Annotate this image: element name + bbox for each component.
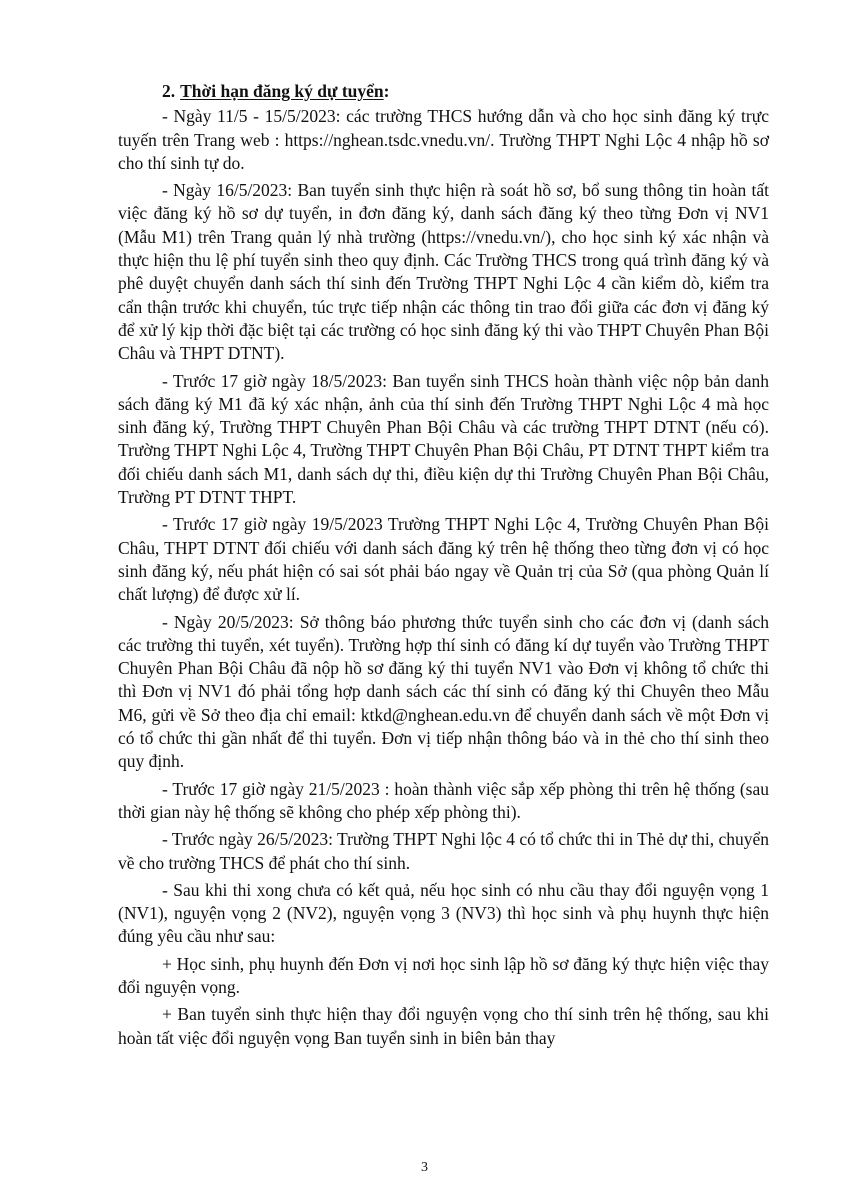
- paragraph-submit-list-m1: - Trước 17 giờ ngày 18/5/2023: Ban tuyển sinh THCS hoàn thành việc nộp bản danh sách đăng ký M1 đã ký xác nhận, ảnh của thí sinh đến Trường THPT Nghi Lộc 4 mà học sinh đăng ký, Trường THPT Chuyên Phan Bội Châu và các trường THPT DTNT (nếu có). Trường THPT Nghi Lộc 4, Trường THPT Chuyên Phan Bội Châu, PT DTNT THPT kiểm tra đối chiếu danh sách M1, danh sách dự thi, điều kiện dự thi Trường Chuyên Phan Bội Châu, Trường PT DTNT THPT.: [118, 370, 769, 508]
- paragraph-board-update: + Ban tuyển sinh thực hiện thay đổi nguyện vọng cho thí sinh trên hệ thống, sau khi hoàn tất việc đổi nguyện vọng Ban tuyển sinh in biên bản thay: [118, 1004, 769, 1048]
- paragraph-change-preferences: - Sau khi thi xong chưa có kết quả, nếu học sinh có nhu cầu thay đổi nguyện vọng 1 (NV1), nguyện vọng 2 (NV2), nguyện vọng 3 (NV3) thì học sinh và phụ huynh thực hiện đúng yêu cầu như sau:: [118, 879, 769, 947]
- section-title: Thời hạn đăng ký dự tuyển: [180, 81, 384, 101]
- paragraph-registration-online: - Ngày 11/5 - 15/5/2023: các trường THCS hướng dẫn và cho học sinh đăng ký trực tuyến trên Trang web : https://nghean.tsdc.vnedu.vn/. Trường THPT Nghi Lộc 4 nhập hồ sơ cho thí sinh tự do.: [118, 106, 769, 173]
- paragraph-cross-check: - Trước 17 giờ ngày 19/5/2023 Trường THPT Nghi Lộc 4, Trường Chuyên Phan Bội Châu, THPT DTNT đối chiếu với danh sách đăng ký trên hệ thống theo từng đơn vị có học sinh đăng ký, nếu phát hiện có sai sót phải báo ngay về Quản trị của Sở (qua phòng Quản lí chất lượng) để được xử lí.: [118, 514, 769, 605]
- page-content: [118, 80, 769, 1054]
- paragraph-parents-visit: + Học sinh, phụ huynh đến Đơn vị nơi học sinh lập hồ sơ đăng ký thực hiện việc thay đổi nguyện vọng.: [118, 953, 769, 997]
- section-number: 2.: [162, 81, 176, 101]
- paragraph-room-arrangement: - Trước 17 giờ ngày 21/5/2023 : hoàn thành việc sắp xếp phòng thi trên hệ thống (sau thời gian này hệ thống sẽ không cho phép xếp phòng thi).: [118, 778, 769, 822]
- section-colon: :: [383, 81, 390, 101]
- paragraph-exam-cards: - Trước ngày 26/5/2023: Trường THPT Nghi lộc 4 có tổ chức thi in Thẻ dự thi, chuyển về cho trường THCS để phát cho thí sinh.: [118, 829, 769, 873]
- section-heading: [118, 80, 769, 103]
- paragraph-admission-method: - Ngày 20/5/2023: Sở thông báo phương thức tuyển sinh cho các đơn vị (danh sách các trường thi tuyển, xét tuyển). Trường hợp thí sinh có đăng kí dự tuyển vào Trường THPT Chuyên Phan Bội Châu đã nộp hồ sơ đăng ký thi tuyển NV1 vào Đơn vị không tổ chức thi thì Đơn vị NV1 đó phải tổng hợp danh sách các thí sinh có đăng ký thi Chuyên theo Mẫu M6, gửi về Sở theo địa chỉ email: ktkd@nghean.edu.vn để chuyển danh sách về một Đơn vị có tổ chức thi gần nhất để thi tuyển. Đơn vị tiếp nhận thông báo và in thẻ cho thí sinh theo quy định.: [118, 611, 769, 772]
- page-number: 3: [421, 1160, 428, 1175]
- paragraph-review-records: - Ngày 16/5/2023: Ban tuyển sinh thực hiện rà soát hồ sơ, bổ sung thông tin hoàn tất việc đăng ký hồ sơ dự tuyển, in đơn đăng ký, danh sách đăng ký theo từng Đơn vị NV1 (Mẫu M1) trên Trang quản lý nhà trường (https://vnedu.vn/), cho học sinh ký xác nhận và thực hiện thu lệ phí tuyển sinh theo quy định. Các Trường THCS trong quá trình đăng ký và phê duyệt chuyển danh sách thí sinh đến Trường THPT Nghi Lộc 4 cần kiểm dò, kiểm tra cẩn thận trước khi chuyển, túc trực tiếp nhận các thông tin trao đổi giữa các đơn vị đăng ký để xử lý kịp thời đặc biệt tại các trường có học sinh đăng ký thi vào THPT Chuyên Phan Bội Châu và THPT DTNT).: [118, 180, 769, 364]
